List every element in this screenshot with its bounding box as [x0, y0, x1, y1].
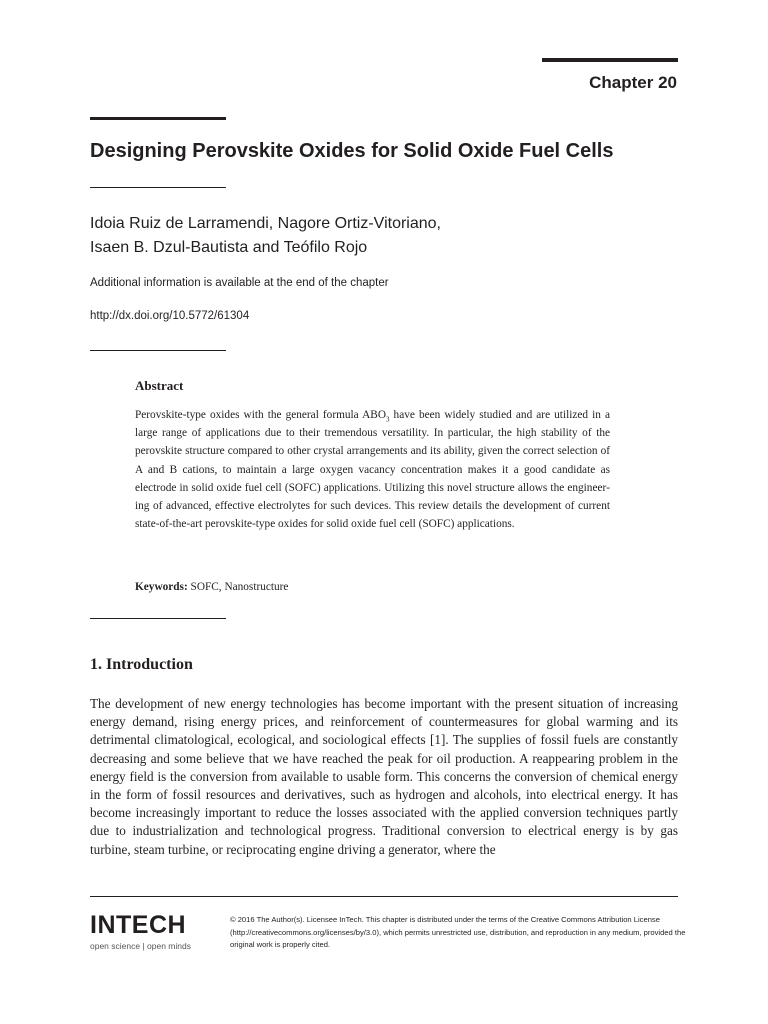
- meta-rule: [90, 350, 226, 351]
- title-rule-top: [90, 117, 226, 120]
- logo-name: INTECH: [90, 911, 187, 939]
- author-line-1: Idoia Ruiz de Larramendi, Nagore Ortiz-Vitoriano,: [90, 215, 441, 232]
- section-heading-introduction: 1. Introduction: [90, 656, 193, 673]
- chapter-title: Designing Perovskite Oxides for Solid Oxide Fuel Cells: [90, 140, 614, 162]
- keywords-value: SOFC, Nanostructure: [187, 581, 289, 593]
- additional-info-note: Additional information is available at the end of the chapter: [90, 277, 389, 289]
- chapter-rule: [542, 58, 678, 62]
- abstract-body: [135, 406, 610, 533]
- abstract-rule: [90, 618, 226, 619]
- author-line-2: Isaen B. Dzul-Bautista and Teófilo Rojo: [90, 239, 368, 256]
- formula-subscript: 3: [385, 415, 390, 424]
- license-notice: © 2016 The Author(s). Licensee InTech. This chapter is distributed under the terms of the Creative Commons Attribution License (http://creativecommons.org/licenses/by/3.0), which permits unrestricted use, distribution, and reproduction in any medium, provided the original work is properly cited.: [230, 915, 686, 949]
- abstract-text-start: Perovskite-type oxides with the general formula ABO: [135, 409, 386, 421]
- logo-tagline: open science | open minds: [90, 941, 191, 951]
- publisher-logo: [90, 910, 191, 951]
- doi-link[interactable]: http://dx.doi.org/10.5772/61304: [90, 310, 250, 322]
- abstract-heading: Abstract: [135, 378, 184, 393]
- author-list: [90, 212, 441, 260]
- abstract-text-end: have been widely studied and are utilized in a large range of applications due to their tremendous versatility. In particular, the high stability of the perovskite structure compared to other crystal arrangements and its ability, given the correct selection of A and B cations, to maintain a large oxygen vacancy concentration makes it a good candidate as electrode in solid oxide fuel cell (SOFC) applications. Utilizing this novel structure allows the engineering of advanced, effective electrolytes for such devices. This review details the development of current state-of-the-art perovskite-type oxides for solid oxide fuel cell (SOFC) applications.: [135, 409, 610, 531]
- introduction-body: The development of new energy technologies has become important with the present situation of increasing energy demand, rising energy prices, and reinforcement of countermeasures for global warming and its detrimental climatological, ecological, and sociological effects [1]. The supplies of fossil fuels are constantly decreasing and some believe that we have reached the peak for oil production. A reappearing problem in the energy field is the conversion from available to usable form. This concerns the conversion of chemical energy in the form of fossil resources and derivatives, such as hydrogen and alcohols, into electrical energy. It has become increasingly important to reduce the losses associated with the applied conversion techniques partly due to industrialization and technological progress. Traditional conversion to electrical energy is by gas turbine, steam turbine, or reciprocating engine driving a generator, where the: [90, 696, 678, 857]
- chapter-label: Chapter 20: [589, 73, 677, 92]
- keywords: [135, 581, 288, 593]
- footer-rule: [90, 896, 678, 897]
- keywords-label: Keywords:: [135, 581, 188, 593]
- title-rule-bottom: [90, 187, 226, 188]
